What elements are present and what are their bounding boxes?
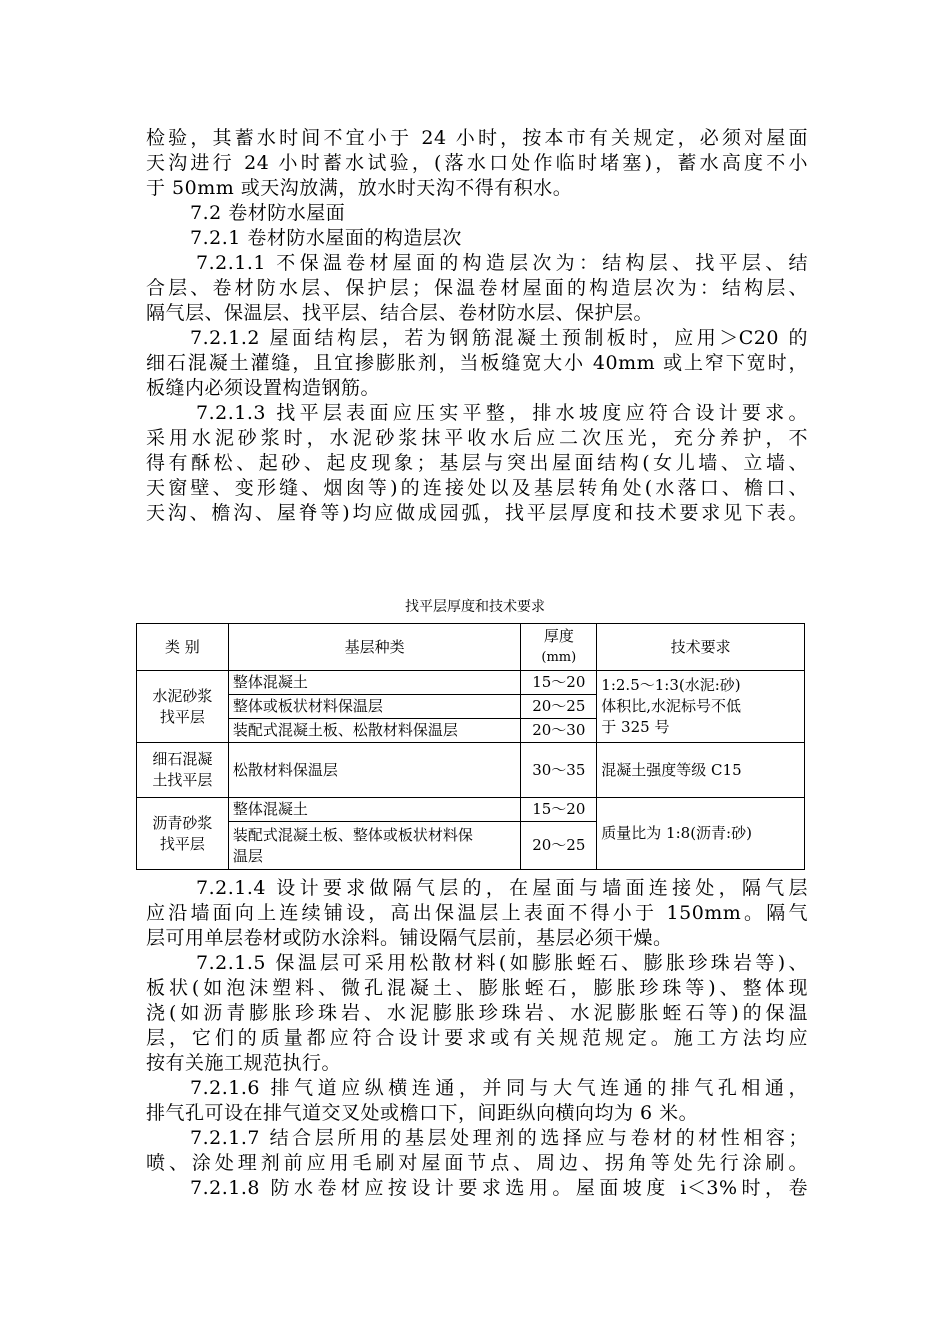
category-line: 找平层 bbox=[159, 707, 205, 726]
text-line: 7.2.1.7 结合层所用的基层处理剂的选择应与卷材的材性相容； bbox=[190, 1127, 808, 1149]
thickness-cell: 20～30 bbox=[521, 719, 597, 743]
tech-line: 体积比,水泥标号不低 bbox=[601, 697, 742, 715]
text-line: 按有关施工规范执行。 bbox=[146, 1052, 342, 1074]
text-line: 层可用单层卷材或防水涂料。铺设隔气层前，基层必须干燥。 bbox=[146, 927, 673, 949]
header-tech: 技术要求 bbox=[597, 624, 805, 671]
section-heading-7-2: 7.2 卷材防水屋面 bbox=[190, 202, 346, 224]
category-cell bbox=[137, 743, 229, 798]
leveling-layer-table bbox=[136, 623, 805, 870]
base-cell: 整体混凝土 bbox=[228, 671, 521, 695]
text-line: 7.2.1.3 找平层表面应压实平整，排水坡度应符合设计要求。 bbox=[196, 402, 808, 424]
category-cell bbox=[137, 798, 229, 870]
text-line: 应沿墙面向上连续铺设，高出保温层上表面不得小于 150mm。隔气 bbox=[146, 902, 808, 924]
text-line: 7.2.1.4 设计要求做隔气层的，在屋面与墙面连接处，隔气层 bbox=[196, 877, 808, 899]
base-cell: 装配式混凝土板、松散材料保温层 bbox=[228, 719, 521, 743]
text-line: 层，它们的质量都应符合设计要求或有关规范规定。施工方法均应 bbox=[146, 1027, 808, 1049]
lower-text-block bbox=[146, 876, 808, 1201]
category-line: 细石混凝 bbox=[152, 750, 213, 768]
text-line: 喷、涂处理剂前应用毛刷对屋面节点、周边、拐角等处先行涂刷。 bbox=[146, 1152, 808, 1174]
text-line: 板状(如泡沫塑料、微孔混凝土、膨胀蛭石，膨胀珍珠等)、整体现 bbox=[146, 977, 808, 999]
base-line: 装配式混凝土板、整体或板状材料保 bbox=[232, 825, 473, 844]
base-cell: 整体混凝土 bbox=[228, 798, 521, 822]
category-line: 土找平层 bbox=[152, 771, 213, 789]
text-line: 合层、卷材防水层、保护层；保温卷材屋面的构造层次为：结构层、 bbox=[146, 277, 808, 299]
text-line: 7.2.1.8 防水卷材应按设计要求选用。屋面坡度 i＜3%时，卷 bbox=[190, 1177, 808, 1199]
header-category: 类 别 bbox=[137, 624, 229, 671]
header-thickness-unit: (mm) bbox=[541, 650, 577, 665]
thickness-cell: 15～20 bbox=[521, 671, 597, 695]
thickness-cell: 20～25 bbox=[521, 822, 597, 870]
header-base-type: 基层种类 bbox=[228, 624, 521, 671]
thickness-cell: 20～25 bbox=[521, 695, 597, 719]
thickness-cell: 15～20 bbox=[521, 798, 597, 822]
table-header-row bbox=[137, 624, 805, 671]
text-line: 浇(如沥青膨胀珍珠岩、水泥膨胀珍珠岩、水泥膨胀蛭石等)的保温 bbox=[146, 1002, 808, 1024]
base-cell bbox=[228, 822, 521, 870]
base-cell: 整体或板状材料保温层 bbox=[228, 695, 521, 719]
text-line: 天沟进行 24 小时蓄水试验，(落水口处作临时堵塞)，蓄水高度不小 bbox=[146, 152, 808, 174]
text-line: 采用水泥砂浆时，水泥砂浆抹平收水后应二次压光，充分养护，不 bbox=[146, 427, 808, 449]
upper-text-block bbox=[146, 126, 808, 526]
thickness-cell: 30～35 bbox=[521, 743, 597, 798]
category-line: 沥青砂浆 bbox=[152, 813, 213, 832]
text-line: 天窗壁、变形缝、烟囱等)的连接处以及基层转角处(水落口、檐口、 bbox=[146, 477, 808, 499]
text-line: 7.2.1.5 保温层可采用松散材料(如膨胀蛭石、膨胀珍珠岩等)、 bbox=[196, 952, 808, 974]
header-thickness-label: 厚度 bbox=[543, 627, 574, 645]
table-row bbox=[137, 671, 805, 695]
text-line: 检验，其蓄水时间不宜小于 24 小时，按本市有关规定，必须对屋面 bbox=[146, 127, 808, 149]
text-line: 7.2.1.6 排气道应纵横连通，并同与大气连通的排气孔相通， bbox=[190, 1077, 808, 1099]
text-line: 7.2.1.1 不保温卷材屋面的构造层次为：结构层、找平层、结 bbox=[196, 252, 808, 274]
base-line: 温层 bbox=[232, 846, 263, 865]
category-line: 水泥砂浆 bbox=[152, 686, 213, 705]
text-line: 7.2.1.2 屋面结构层，若为钢筋混凝土预制板时，应用＞C20 的 bbox=[190, 327, 808, 349]
table-row bbox=[137, 743, 805, 798]
tech-cell: 混凝土强度等级 C15 bbox=[597, 743, 805, 798]
text-line: 板缝内必须设置构造钢筋。 bbox=[146, 377, 381, 399]
text-line: 隔气层、保温层、找平层、结合层、卷材防水层、保护层。 bbox=[146, 302, 654, 324]
text-line: 天沟、檐沟、屋脊等)均应做成园弧，找平层厚度和技术要求见下表。 bbox=[146, 502, 808, 524]
section-heading-7-2-1: 7.2.1 卷材防水屋面的构造层次 bbox=[190, 227, 462, 249]
text-line: 细石混凝土灌缝，且宜掺膨胀剂，当板缝宽大小 40mm 或上窄下宽时， bbox=[146, 352, 808, 374]
tech-cell: 质量比为 1:8(沥青:砂) bbox=[597, 798, 805, 870]
table-caption: 找平层厚度和技术要求 bbox=[405, 599, 545, 615]
tech-cell bbox=[597, 671, 805, 743]
text-line: 得有酥松、起砂、起皮现象；基层与突出屋面结构(女儿墙、立墙、 bbox=[146, 452, 808, 474]
tech-line: 1:2.5～1:3(水泥:砂) bbox=[601, 676, 741, 694]
category-cell bbox=[137, 671, 229, 743]
table-row bbox=[137, 798, 805, 822]
category-line: 找平层 bbox=[159, 834, 205, 853]
base-cell: 松散材料保温层 bbox=[228, 743, 521, 798]
text-line: 排气孔可设在排气道交叉处或檐口下，间距纵向横向均为 6 米。 bbox=[146, 1102, 699, 1124]
header-thickness bbox=[521, 624, 597, 671]
text-line: 于 50mm 或天沟放满，放水时天沟不得有积水。 bbox=[146, 177, 573, 199]
tech-line: 于 325 号 bbox=[601, 718, 670, 736]
